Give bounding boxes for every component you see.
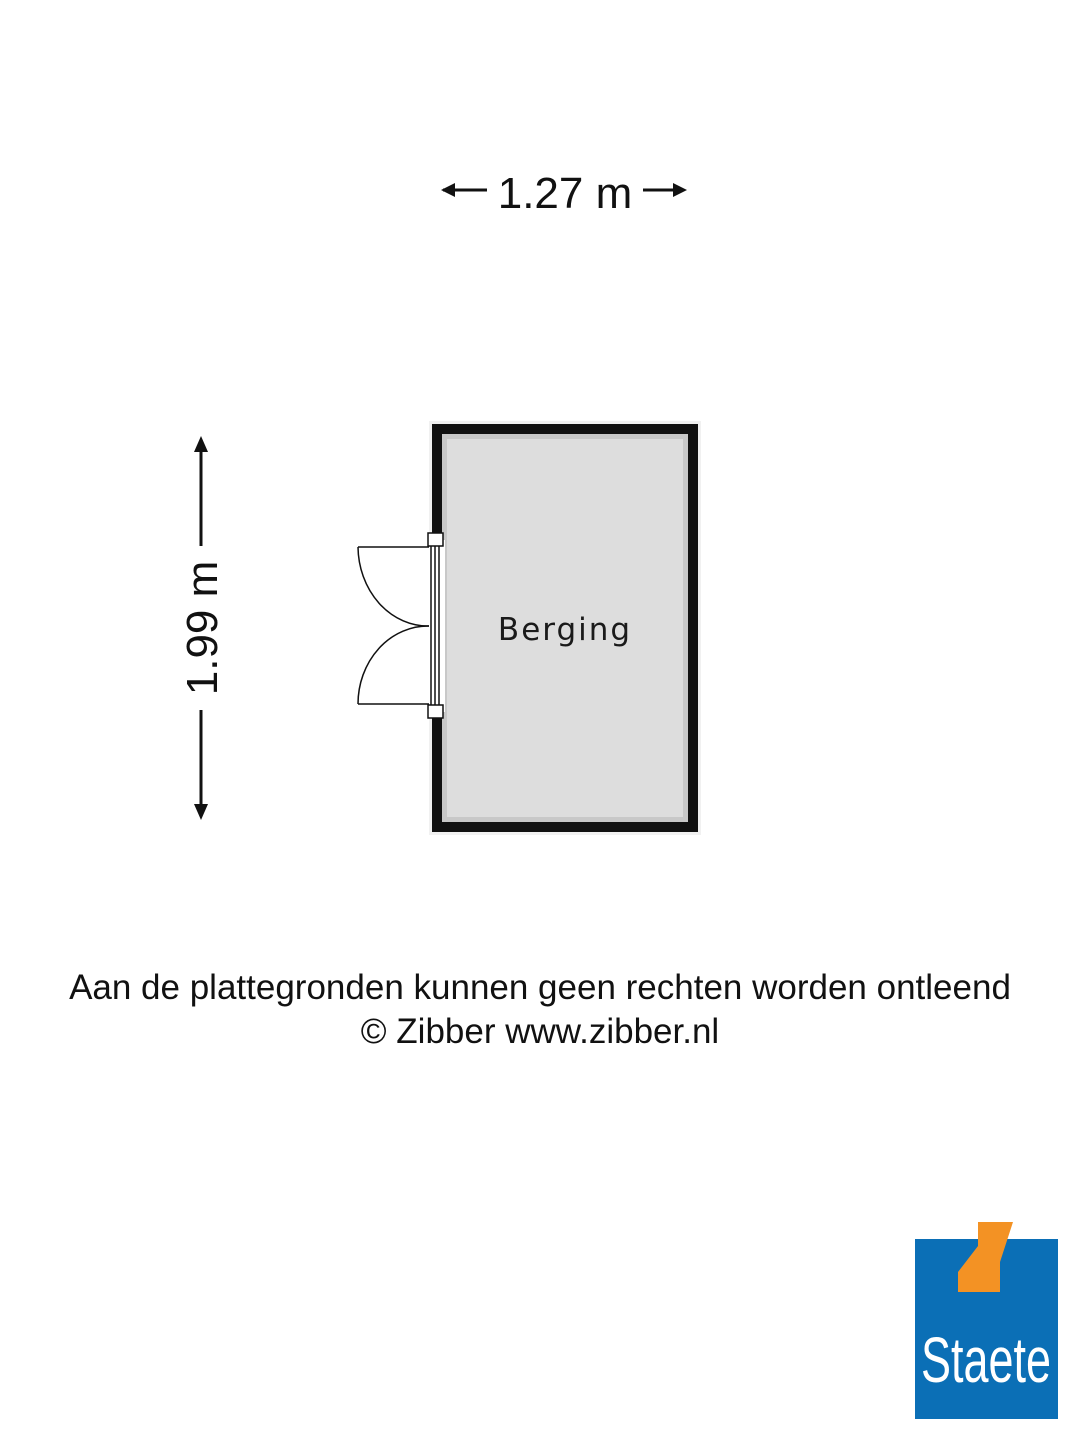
width-arrowhead-right <box>673 183 687 197</box>
door-jamb-top <box>428 533 443 546</box>
staete-logo <box>915 1222 1058 1419</box>
height-dimension-label: 1.99 m <box>178 560 227 696</box>
room-berging <box>429 421 701 835</box>
height-arrowhead-top <box>194 436 208 452</box>
door-jamb-bottom <box>428 705 443 718</box>
height-arrowhead-bottom <box>194 804 208 820</box>
copyright-text: © Zibber www.zibber.nl <box>360 1012 720 1051</box>
width-arrowhead-left <box>441 183 455 197</box>
width-dimension <box>441 169 687 218</box>
disclaimer-text: Aan de plattegronden kunnen geen rechten worden ontleend <box>69 968 1011 1007</box>
double-door <box>358 533 445 718</box>
room-label: Berging <box>497 612 633 648</box>
door-swing-arc-bottom <box>358 626 429 704</box>
height-dimension <box>178 436 227 820</box>
logo-text: Staete <box>921 1324 1051 1396</box>
door-swing-arc-top <box>358 547 429 626</box>
width-dimension-label: 1.27 m <box>497 169 633 218</box>
